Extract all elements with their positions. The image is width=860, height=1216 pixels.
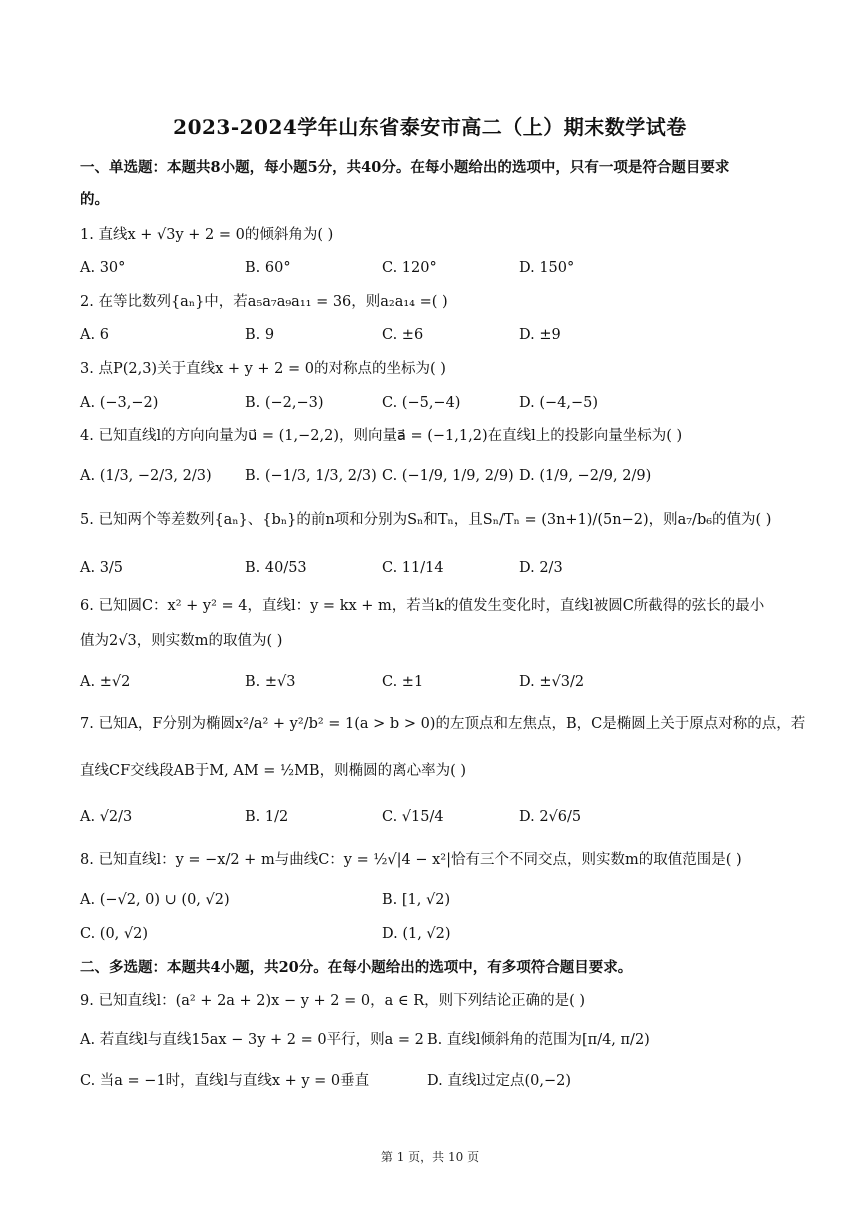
question-9-option-c: C. 当a = −1时，直线l与直线x + y = 0垂直 <box>80 1073 370 1089</box>
question-5-option-d: D. 2/3 <box>519 560 563 576</box>
question-3-option-b: B. (−2,−3) <box>245 395 324 411</box>
question-5-option-a: A. 3/5 <box>80 560 124 576</box>
question-5-stem: 5. 已知两个等差数列{aₙ}、{bₙ}的前n项和分别为Sₙ和Tₙ，且Sₙ/Tₙ = (3n+1)/(5n−2)，则a₇/b₆的值为( ) <box>80 512 772 528</box>
question-7-option-d: D. 2√6/5 <box>519 809 582 825</box>
question-6-option-d: D. ±√3/2 <box>519 674 585 690</box>
question-1-option-d: D. 150° <box>519 260 575 276</box>
question-8-stem: 8. 已知直线l：y = −x/2 + m与曲线C：y = ½√|4 − x²|恰有三个不同交点，则实数m的取值范围是( ) <box>80 852 742 868</box>
question-4-option-b: B. (−1/3, 1/3, 2/3) <box>245 468 377 484</box>
question-1-option-a: A. 30° <box>80 260 126 276</box>
question-6-option-c: C. ±1 <box>382 674 424 690</box>
question-2-option-b: B. 9 <box>245 327 275 343</box>
question-7-stem-cont: 直线CF交线段AB于M, AM = ½MB，则椭圆的离心率为( ) <box>80 763 467 779</box>
question-4-option-a: A. (1/3, −2/3, 2/3) <box>80 468 212 484</box>
section1-heading: 一、单选题：本题共8小题，每小题5分，共40分。在每小题给出的选项中，只有一项是符合题目要求 <box>80 159 730 176</box>
question-1-option-b: B. 60° <box>245 260 291 276</box>
question-2-stem: 2. 在等比数列{aₙ}中，若a₅a₇a₉a₁₁ = 36，则a₂a₁₄ =( ) <box>80 294 448 310</box>
question-9-option-b: B. 直线l倾斜角的范围为[π/4, π/2) <box>427 1032 650 1048</box>
question-8-option-c: C. (0, √2) <box>80 926 149 942</box>
question-2-option-a: A. 6 <box>80 327 109 343</box>
question-4-stem: 4. 已知直线l的方向向量为u⃗ = (1,−2,2)，则向量a⃗ = (−1,1,2)在直线l上的投影向量坐标为( ) <box>80 428 683 444</box>
question-4-option-c: C. (−1/9, 1/9, 2/9) <box>382 468 514 484</box>
question-7-option-a: A. √2/3 <box>80 809 133 825</box>
page-title: 2023-2024学年山东省泰安市高二（上）期末数学试卷 <box>173 115 687 139</box>
question-7-stem: 7. 已知A，F分别为椭圆x²/a² + y²/b² = 1(a > b > 0)的左顶点和左焦点，B，C是椭圆上关于原点对称的点，若 <box>80 716 806 732</box>
question-4-option-d: D. (1/9, −2/9, 2/9) <box>519 468 652 484</box>
question-1-stem: 1. 直线x + √3y + 2 = 0的倾斜角为( ) <box>80 227 334 243</box>
question-3-option-a: A. (−3,−2) <box>80 395 159 411</box>
question-2-option-d: D. ±9 <box>519 327 561 343</box>
question-2-option-c: C. ±6 <box>382 327 424 343</box>
question-1-option-c: C. 120° <box>382 260 437 276</box>
question-9-stem: 9. 已知直线l：(a² + 2a + 2)x − y + 2 = 0，a ∈ R，则下列结论正确的是( ) <box>80 993 586 1009</box>
question-8-option-b: B. [1, √2) <box>382 892 451 908</box>
question-6-option-a: A. ±√2 <box>80 674 131 690</box>
question-6-stem: 6. 已知圆C：x² + y² = 4，直线l：y = kx + m，若当k的值发生变化时，直线l被圆C所截得的弦长的最小 <box>80 598 765 614</box>
section1-heading-cont: 的。 <box>80 191 109 208</box>
question-6-option-b: B. ±√3 <box>245 674 296 690</box>
question-3-option-c: C. (−5,−4) <box>382 395 461 411</box>
question-6-stem-cont: 值为2√3，则实数m的取值为( ) <box>80 633 283 649</box>
section2-heading: 二、多选题：本题共4小题，共20分。在每小题给出的选项中，有多项符合题目要求。 <box>80 959 633 976</box>
question-7-option-b: B. 1/2 <box>245 809 289 825</box>
question-8-option-a: A. (−√2, 0) ∪ (0, √2) <box>80 892 230 908</box>
question-7-option-c: C. √15/4 <box>382 809 444 825</box>
question-3-option-d: D. (−4,−5) <box>519 395 598 411</box>
question-3-stem: 3. 点P(2,3)关于直线x + y + 2 = 0的对称点的坐标为( ) <box>80 361 446 377</box>
question-5-option-c: C. 11/14 <box>382 560 444 576</box>
question-9-option-a: A. 若直线l与直线15ax − 3y + 2 = 0平行，则a = 2 <box>80 1032 424 1048</box>
page-footer: 第 1 页，共 10 页 <box>380 1150 480 1164</box>
question-8-option-d: D. (1, √2) <box>382 926 451 942</box>
question-9-option-d: D. 直线l过定点(0,−2) <box>427 1073 571 1089</box>
question-5-option-b: B. 40/53 <box>245 560 307 576</box>
